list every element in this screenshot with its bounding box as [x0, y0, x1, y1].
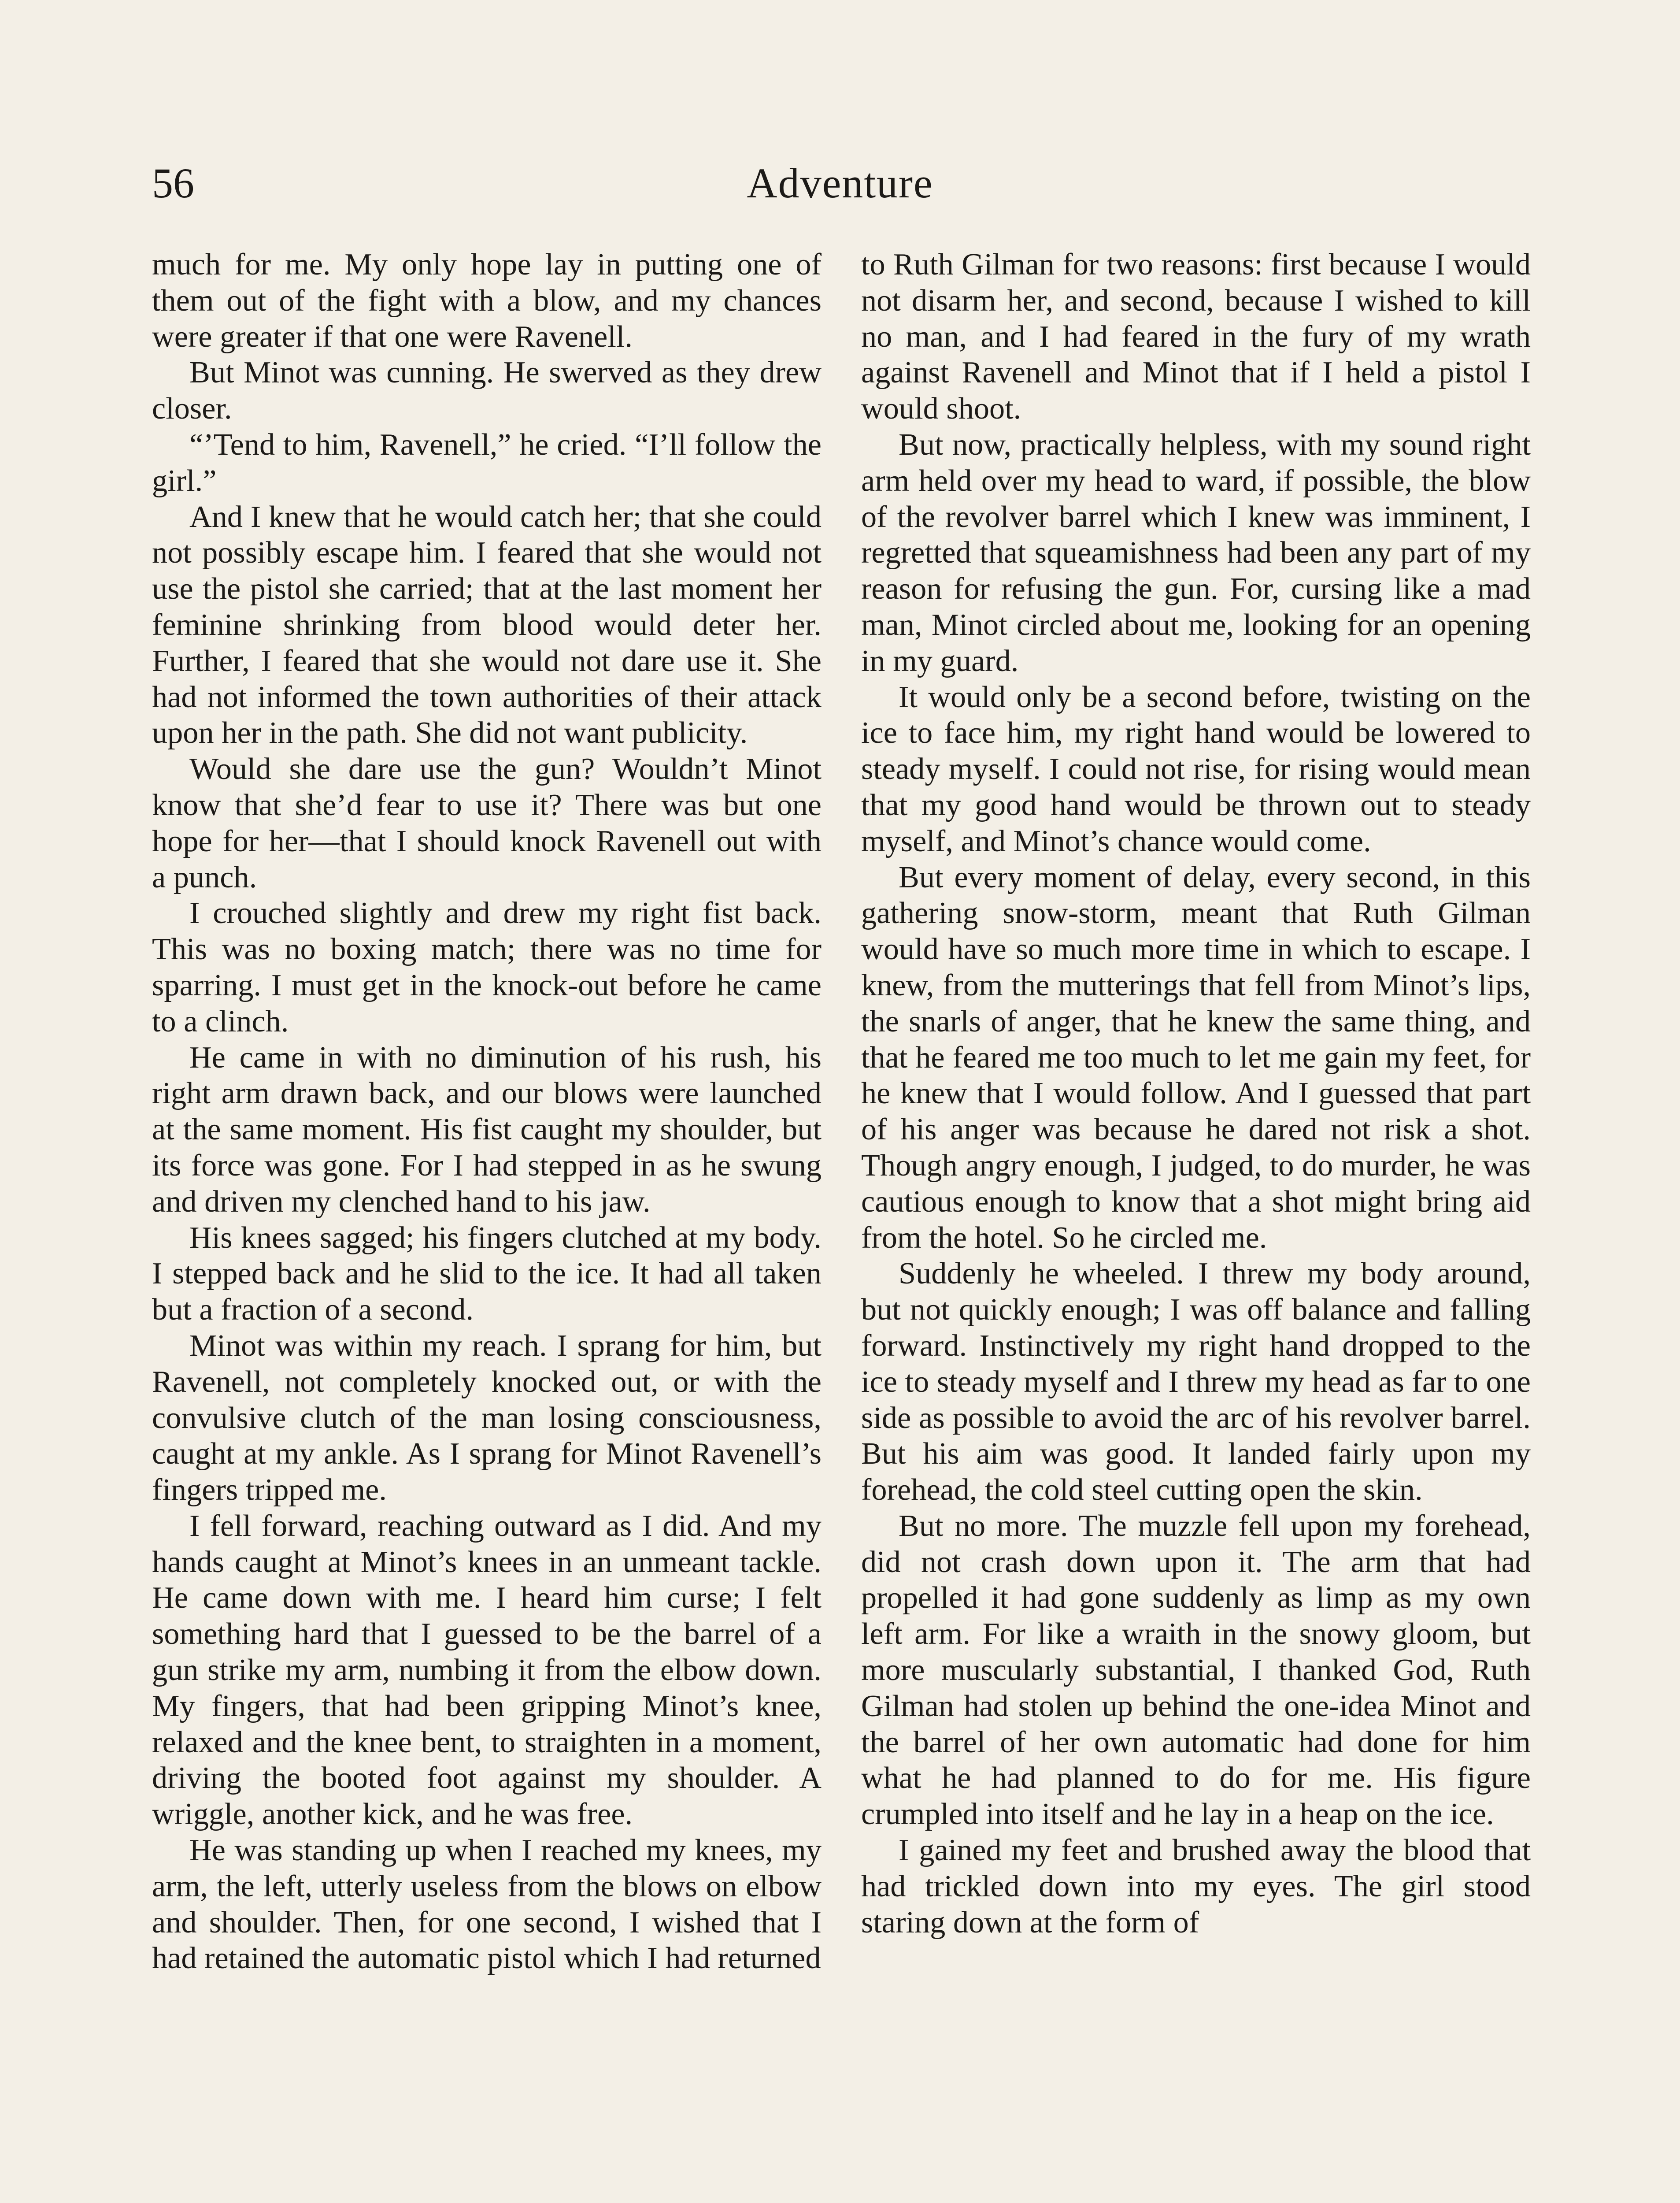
running-title: Adventure — [747, 159, 933, 207]
paragraph: Minot was within my reach. I sprang for him, but Ravenell, not completely knocked out, or with the convulsive clutch of the man losing consciousness, caught at my ankle. As I sprang for Minot Ravenell’s fingers tripped me. — [152, 1328, 821, 1507]
paragraph: And I knew that he would catch her; that she could not possibly escape him. I feared that she would not use the pistol she carried; that at the last moment her feminine shrinking from blood would deter her. Further, I feared that she would not dare use it. She had not informed the town authorities of their attack upon her in the path. She did not want publicity. — [152, 499, 821, 750]
paragraph: He was standing up when I reached my knees, my arm, the left, utterly useless from the blows on elbow and shoulder. Then, for one second, I wished that I had retained the automatic pistol which I had returned — [152, 1833, 821, 1976]
left-column — [152, 247, 821, 1977]
paragraph: But Minot was cunning. He swerved as they drew closer. — [152, 355, 821, 426]
paragraph: He came in with no diminution of his rush, his right arm drawn back, and our blows were launched at the same moment. His fist caught my shoulder, but its force was gone. For I had stepped in as he swung and driven my clenched hand to his jaw. — [152, 1040, 821, 1219]
paragraph: But every moment of delay, every second, in this gathering snow-storm, meant that Ruth Gilman would have so much more time in which to escape. I knew, from the mutterings that fell from Minot’s lips, the snarls of anger, that he knew the same thing, and that he feared me too much to let me gain my feet, for he knew that I would follow. And I guessed that part of his anger was because he dared not risk a shot. Though angry enough, I judged, to do murder, he was cautious enough to know that a shot might bring aid from the hotel. So he circled me. — [861, 860, 1531, 1255]
paragraph: “’Tend to him, Ravenell,” he cried. “I’ll follow the girl.” — [152, 427, 821, 498]
right-column — [861, 247, 1531, 1940]
paragraph: Suddenly he wheeled. I threw my body around, but not quickly enough; I was off balance and falling forward. Instinctively my right hand dropped to the ice to steady myself and I threw my head as far to one side as possible to avoid the arc of his revolver barrel. But his aim was good. It landed fairly upon my forehead, the cold steel cutting open the skin. — [861, 1256, 1531, 1507]
paragraph: Would she dare use the gun? Wouldn’t Minot know that she’d fear to use it? There was but one hope for her—that I should knock Ravenell out with a punch. — [152, 752, 821, 894]
paragraph: But no more. The muzzle fell upon my forehead, did not crash down upon it. The arm that had propelled it had gone suddenly as limp as my own left arm. For like a wraith in the snowy gloom, but more muscularly substantial, I thanked God, Ruth Gilman had stolen up behind the one-idea Minot and the barrel of her own automatic had done for him what he had planned to do for me. His figure crumpled into itself and he lay in a heap on the ice. — [861, 1508, 1531, 1832]
paragraph: His knees sagged; his fingers clutched at my body. I stepped back and he slid to the ice. It had all taken but a fraction of a second. — [152, 1220, 821, 1327]
paragraph: to Ruth Gilman for two reasons: first because I would not disarm her, and second, because I wished to kill no man, and I had feared in the fury of my wrath against Ravenell and Minot that if I held a pistol I would shoot. — [861, 247, 1531, 426]
page-number: 56 — [152, 159, 194, 207]
paragraph: It would only be a second before, twisting on the ice to face him, my right hand would be lowered to steady myself. I could not rise, for rising would mean that my good hand would be thrown out to steady myself, and Minot’s chance would come. — [861, 679, 1531, 858]
paragraph: But now, practically helpless, with my sound right arm held over my head to ward, if possible, the blow of the revolver barrel which I knew was imminent, I regretted that squeamishness had been any part of my reason for refusing the gun. For, cursing like a mad man, Minot circled about me, looking for an opening in my guard. — [861, 427, 1531, 678]
paragraph: I gained my feet and brushed away the blood that had trickled down into my eyes. The girl stood staring down at the form of — [861, 1833, 1531, 1940]
paragraph: much for me. My only hope lay in putting one of them out of the fight with a blow, and my chances were greater if that one were Ravenell. — [152, 247, 821, 354]
paragraph: I crouched slightly and drew my right fist back. This was no boxing match; there was no time for sparring. I must get in the knock-out before he came to a clinch. — [152, 896, 821, 1038]
paragraph: I fell forward, reaching outward as I did. And my hands caught at Minot’s knees in an unmeant tackle. He came down with me. I heard him curse; I felt something hard that I guessed to be the barrel of a gun strike my arm, numbing it from the elbow down. My fingers, that had been gripping Minot’s knee, relaxed and the knee bent, to straighten in a moment, driving the booted foot against my shoulder. A wriggle, another kick, and he was free. — [152, 1508, 821, 1832]
